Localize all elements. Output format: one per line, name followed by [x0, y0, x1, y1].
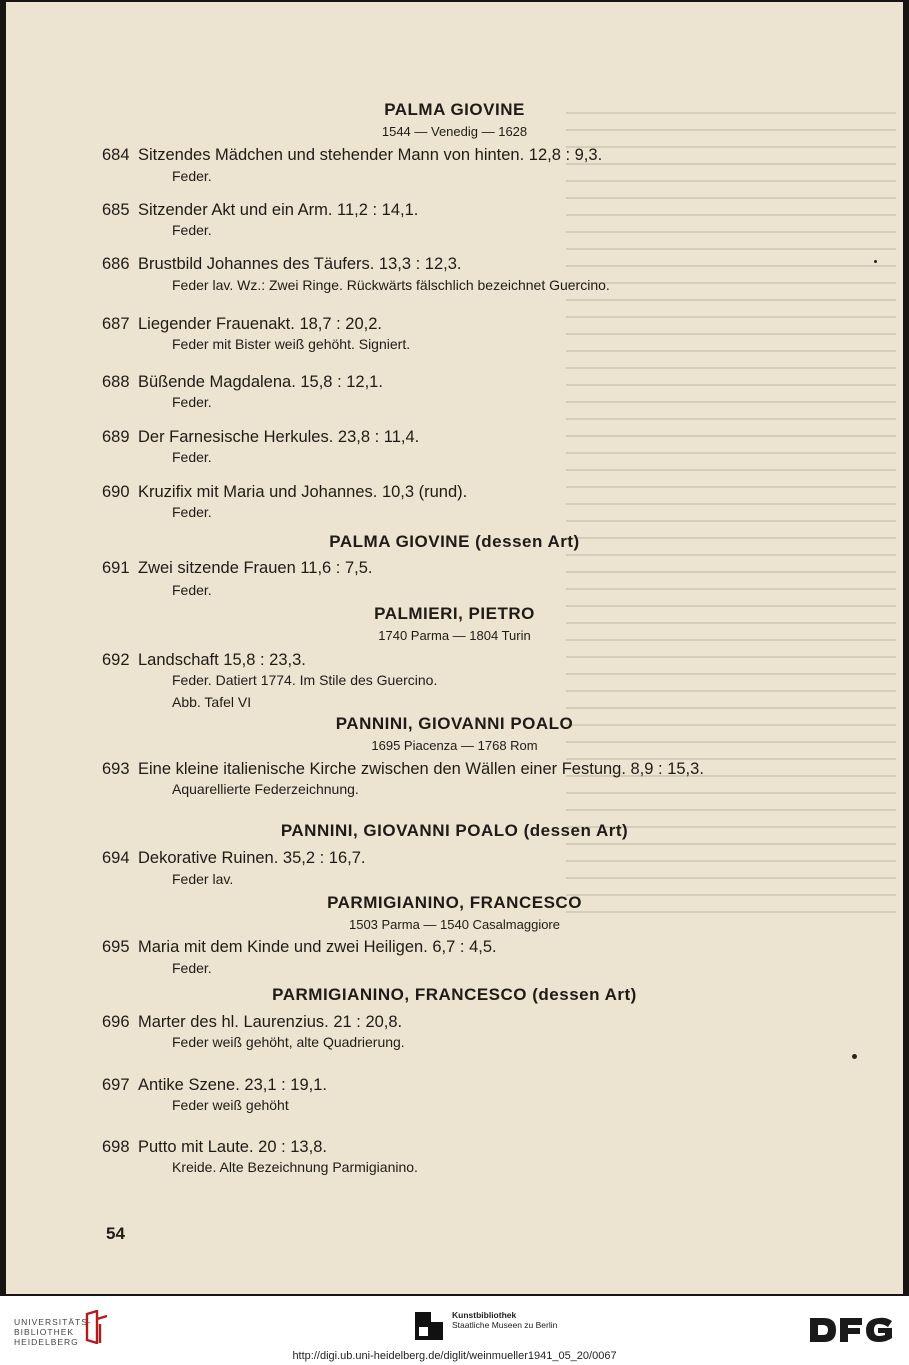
entry-title: Zwei sitzende Frauen 11,6 : 7,5.: [138, 559, 373, 577]
entry-title: Landschaft 15,8 : 23,3.: [138, 651, 306, 669]
entry-number: 690: [102, 483, 130, 501]
entry-note: Feder.: [172, 449, 212, 465]
artist-dates: 1544 — Venedig — 1628: [381, 124, 528, 139]
entry-title: Der Farnesische Herkules. 23,8 : 11,4.: [138, 428, 420, 446]
artist-heading: PALMA GIOVINE (dessen Art): [329, 532, 580, 551]
entry-note: Aquarellierte Federzeichnung.: [172, 781, 359, 797]
entry-number: 695: [102, 938, 130, 956]
entry-note: Feder.: [172, 394, 212, 410]
entry-note: Feder mit Bister weiß gehöht. Signiert.: [172, 336, 411, 352]
heidelberg-line: UNIVERSITÄTS-: [14, 1317, 92, 1327]
artist-dates: 1695 Piacenza — 1768 Rom: [371, 738, 538, 753]
kunstbibliothek-subtitle: Staatliche Museen zu Berlin: [452, 1320, 558, 1330]
entry-number: 686: [102, 255, 130, 273]
entry-number: 689: [102, 428, 130, 446]
heidelberg-line: HEIDELBERG: [14, 1337, 79, 1347]
entry-title: Maria mit dem Kinde und zwei Heiligen. 6,7 : 4,5.: [138, 938, 497, 956]
dfg-logo-icon[interactable]: [808, 1316, 896, 1349]
entry-number: 696: [102, 1013, 130, 1031]
page-number: 54: [106, 1224, 125, 1243]
entry-number: 685: [102, 201, 130, 219]
entry-note: Feder.: [172, 960, 212, 976]
viewer-footer: [0, 1296, 909, 1365]
entry-number: 697: [102, 1076, 130, 1094]
entry-note: Feder weiß gehöht, alte Quadrierung.: [172, 1034, 405, 1050]
artist-heading: PARMIGIANINO, FRANCESCO (dessen Art): [272, 985, 637, 1004]
entry-number: 693: [102, 760, 130, 778]
entry-number: 688: [102, 373, 130, 391]
artist-heading: PALMA GIOVINE: [384, 100, 525, 119]
entry-title: Putto mit Laute. 20 : 13,8.: [138, 1138, 327, 1156]
entry-title: Sitzendes Mädchen und stehender Mann von hinten. 12,8 : 9,3.: [138, 146, 603, 164]
entry-title: Büßende Magdalena. 15,8 : 12,1.: [138, 373, 383, 391]
ink-speck: [852, 1054, 857, 1059]
entry-note: Kreide. Alte Bezeichnung Parmigianino.: [172, 1159, 418, 1175]
entry-note: Feder lav. Wz.: Zwei Ringe. Rückwärts fälschlich bezeichnet Guercino.: [172, 277, 610, 293]
bleed-through-texture: [566, 112, 896, 1192]
entry-title: Antike Szene. 23,1 : 19,1.: [138, 1076, 327, 1094]
kunstbibliothek-logo-icon[interactable]: [415, 1312, 443, 1345]
entry-title: Brustbild Johannes des Täufers. 13,3 : 12,3.: [138, 255, 462, 273]
entry-number: 691: [102, 559, 130, 577]
heidelberg-logo-icon[interactable]: [83, 1310, 111, 1349]
entry-note: Abb. Tafel VI: [172, 694, 252, 710]
entry-title: Marter des hl. Laurenzius. 21 : 20,8.: [138, 1013, 403, 1031]
catalog-page: [6, 2, 903, 1294]
entry-title: Sitzender Akt und ein Arm. 11,2 : 14,1.: [138, 201, 419, 219]
artist-heading: PANNINI, GIOVANNI POALO: [335, 714, 574, 733]
kunstbibliothek-title: Kunstbibliothek: [452, 1310, 517, 1320]
entry-note: Feder.: [172, 168, 212, 184]
entry-title: Dekorative Ruinen. 35,2 : 16,7.: [138, 849, 366, 867]
entry-title: Eine kleine italienische Kirche zwischen den Wällen einer Festung. 8,9 : 15,3.: [138, 760, 704, 778]
artist-dates: 1503 Parma — 1540 Casalmaggiore: [348, 917, 560, 932]
page-url[interactable]: http://digi.ub.uni-heidelberg.de/diglit/weinmueller1941_05_20/0067: [292, 1350, 617, 1362]
artist-heading: PARMIGIANINO, FRANCESCO: [327, 893, 582, 912]
entry-note: Feder lav.: [172, 871, 234, 887]
entry-note: Feder.: [172, 504, 212, 520]
artist-heading: PALMIERI, PIETRO: [374, 604, 535, 623]
entry-title: Liegender Frauenakt. 18,7 : 20,2.: [138, 315, 383, 333]
ink-speck: [874, 260, 877, 263]
heidelberg-library-name[interactable]: [14, 1317, 92, 1347]
artist-heading: PANNINI, GIOVANNI POALO (dessen Art): [280, 821, 629, 840]
entry-note: Feder.: [172, 222, 212, 238]
kunstbibliothek-name[interactable]: [452, 1310, 557, 1330]
artist-dates: 1740 Parma — 1804 Turin: [378, 628, 531, 643]
entry-number: 687: [102, 315, 130, 333]
entry-number: 684: [102, 146, 130, 164]
entry-title: Kruzifix mit Maria und Johannes. 10,3 (rund).: [138, 483, 468, 501]
entry-note: Feder weiß gehöht: [172, 1097, 289, 1113]
entry-number: 698: [102, 1138, 130, 1156]
entry-note: Feder. Datiert 1774. Im Stile des Guercino.: [172, 672, 438, 688]
entry-note: Feder.: [172, 582, 212, 598]
entry-number: 692: [102, 651, 130, 669]
entry-number: 694: [102, 849, 130, 867]
heidelberg-line: BIBLIOTHEK: [14, 1327, 75, 1337]
